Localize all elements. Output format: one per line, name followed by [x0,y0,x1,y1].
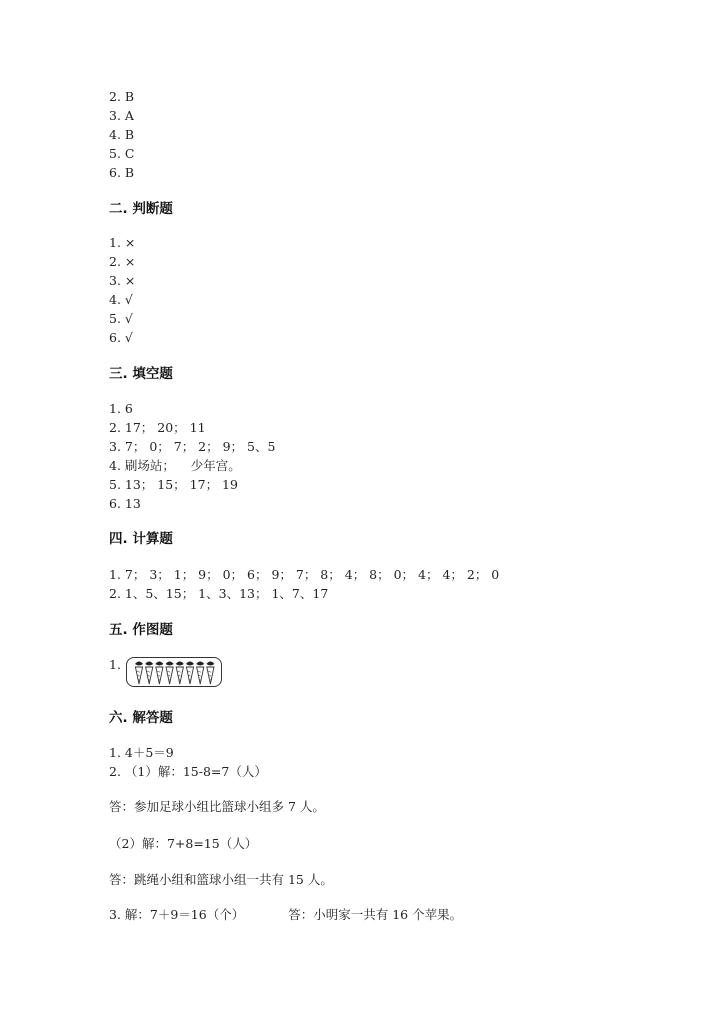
carrot-icon [196,662,204,685]
carrot-icon [186,662,194,685]
carrot-drawing [127,658,223,688]
choice-answer-5: 5. C [109,146,135,161]
calc-answer-2: 2. 1、5、15； 1、3、13； 1、7、17 [109,586,329,601]
solve-answer-2-part1-reply: 答：参加足球小组比篮球小组多 7 人。 [109,799,325,814]
carrot-circle-figure [126,657,222,687]
section-heading-fill: 三. 填空题 [109,366,173,382]
fill-answer-4: 4. 刷场站； 少年宫。 [109,458,241,473]
section-heading-draw: 五. 作图题 [109,622,173,638]
solve-answer-1: 1. 4＋5＝9 [109,745,174,760]
carrot-icon [176,662,184,685]
solve-answer-2-part2-reply: 答：跳绳小组和篮球小组一共有 15 人。 [109,872,333,887]
solve-answer-2-part1: 2. （1）解：15-8=7（人） [109,764,267,779]
calc-answer-1: 1. 7； 3； 1； 9； 0； 6； 9； 7； 8； 4； 8； 0； 4； 4； 2； 0 [109,567,500,582]
judge-answer-6: 6. √ [109,330,133,345]
judge-answer-2: 2. × [109,254,136,269]
draw-answer-number: 1. [109,657,121,672]
carrot-icon [155,662,163,685]
carrot-icon [206,662,214,685]
carrot-icon [145,662,153,685]
fill-answer-2: 2. 17； 20； 11 [109,420,206,435]
section-heading-judge: 二. 判断题 [109,201,173,217]
solve-answer-3 [109,907,462,923]
section-heading-solve: 六. 解答题 [109,710,173,726]
choice-answer-4: 4. B [109,127,135,142]
solve-answer-2-part2: （2）解：7+8=15（人） [109,836,258,851]
carrot-icon [166,662,174,685]
solve-answer-3-calc: 3. 解：7＋9＝16（个） [109,907,245,922]
judge-answer-1: 1. × [109,235,136,250]
judge-answer-3: 3. × [109,273,136,288]
choice-answer-6: 6. B [109,165,135,180]
fill-answer-6: 6. 13 [109,496,141,511]
choice-answer-2: 2. B [109,89,135,104]
solve-answer-3-reply: 答：小明家一共有 16 个苹果。 [288,907,463,922]
section-heading-calc: 四. 计算题 [109,531,173,547]
judge-answer-5: 5. √ [109,311,133,326]
fill-answer-5: 5. 13； 15； 17； 19 [109,477,238,492]
choice-answer-3: 3. A [109,108,134,123]
fill-answer-1: 1. 6 [109,401,133,416]
carrot-icon [135,662,143,685]
judge-answer-4: 4. √ [109,292,133,307]
fill-answer-3: 3. 7； 0； 7； 2； 9； 5、5 [109,439,276,454]
